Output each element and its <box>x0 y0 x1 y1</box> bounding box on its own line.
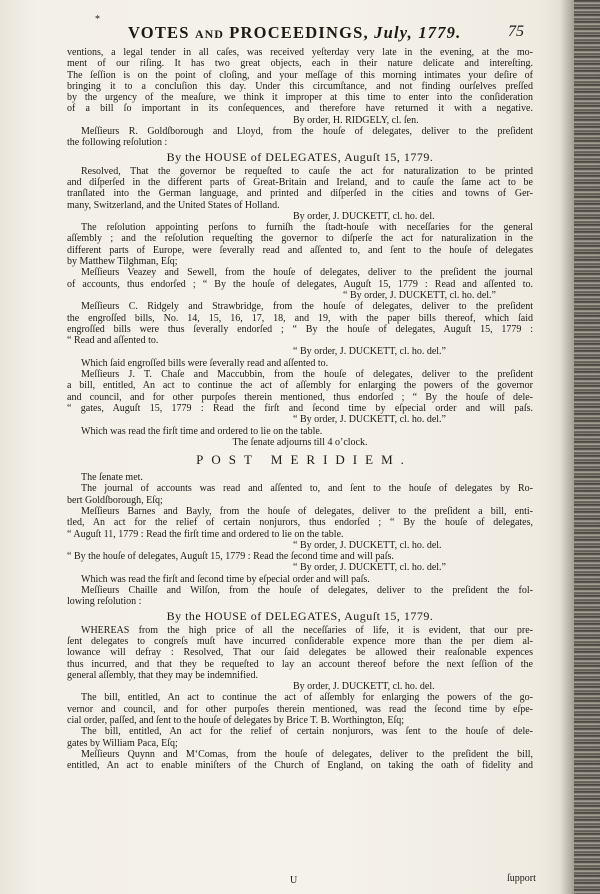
text-line: by the urgency of the meaſure, we think it improper at this time to enter into the conſideration <box>67 92 533 104</box>
text-line: The ſeſſion is on the point of cloſing, and your meſſage of this morning intimates your deſire of <box>67 69 533 81</box>
text-line: Which was read the firſt time and ordered to lie on the table. <box>81 425 323 437</box>
text-line: lowance will defray : Resolved, That our ſaid delegates be allowed their reaſonable expences <box>67 647 533 659</box>
signature-line: “ By order, J. DUCKETT, cl. ho. del.” <box>293 562 446 574</box>
signature-line: By order, J. DUCKETT, cl. ho. del. <box>293 681 435 693</box>
text-line: the following reſolution : <box>67 137 168 149</box>
text-line: the engroſſed bills, No. 14, 15, 16, 17, 18, and 19, with the paper bills thereof, which ſaid <box>67 312 533 324</box>
text-line: The ſenate adjourns till 4 o’clock. <box>232 436 368 448</box>
text-line: ventions, a legal tender in all caſes, was received yeſterday very late in the evening, at the mo- <box>67 47 533 58</box>
header-marker: * <box>95 14 100 25</box>
text-line: “ By the houſe of delegates, Auguſt 15, 1779 : Read the ſecond time and will paſs. <box>67 551 394 563</box>
text-line: a bill, entitled, An act to continue the act of aſſembly for enlarging the powers of the governor <box>67 380 533 392</box>
text-line: and council, and for other purpoſes therein mentioned, thus endorſed ; “ By the houſe of dele- <box>67 391 533 403</box>
page-number: 75 <box>508 23 524 40</box>
text-line: thus incurred, and that they be requeſted to lay an account thereof before the next ſeſſion of the <box>67 658 533 670</box>
signature-line: By order, J. DUCKETT, cl. ho. del. <box>293 210 435 222</box>
text-line: tranſlated into the German language, and printed and diſperſed in the cities and towns of Ger- <box>67 188 533 200</box>
text-line: of accounts, thus endorſed ; “ By the houſe of delegates, Auguſt 15, 1779 : Read and aſſented to. <box>67 278 533 290</box>
text-line: by Matthew Tilghman, Eſq; <box>67 256 178 268</box>
text-line: Meſſieurs R. Goldſborough and Lloyd, from the houſe of delegates, deliver to the preſident <box>81 126 533 138</box>
text-line: Meſſieurs Chaille and Wilſon, from the houſe of delegates, deliver to the preſident the fol- <box>81 585 533 597</box>
signature-line: “ By order, J. DUCKETT, cl. ho. del.” <box>343 289 496 301</box>
text-line: Meſſieurs Veazey and Sewell, from the houſe of delegates, deliver to the preſident the journal <box>81 267 533 279</box>
text-line: Which was read the firſt and ſecond time by eſpecial order and will paſs. <box>81 573 370 585</box>
text-line: many, Switzerland, and the United States of Holland. <box>67 199 280 211</box>
text-line: engroſſed bills were thus ſeverally endorſed ; “ By the houſe of delegates, Auguſt 15, 1779 : <box>67 323 533 335</box>
text-line: vernor and council, and for other purpoſes therein mentioned, was read the ſecond time by eſpe- <box>67 703 533 715</box>
resolution-heading: By the HOUSE of DELEGATES, Auguſt 15, 1779. <box>166 149 434 164</box>
page-header <box>0 14 600 47</box>
resolution-heading: By the HOUSE of DELEGATES, Auguſt 15, 1779. <box>166 608 434 623</box>
text-line: ſent delegates to congreſs muſt have incurred conſiderable expence more than the per diem al- <box>67 635 533 647</box>
catchword: ſupport <box>507 873 536 884</box>
signature-line: “ By order, J. DUCKETT, cl. ho. del.” <box>293 346 446 358</box>
text-line: entitled, An act to enable miniſters of the Church of England, on taking the oath of fidelity and <box>67 760 533 772</box>
text-line: ment of our riſing. It has two great objects, each in their nature delicate and intereſting. <box>67 58 533 70</box>
text-line: The bill, entitled, An act for the relief of certain nonjurors, was ſent to the houſe of dele- <box>81 726 533 738</box>
text-line: gates by William Paca, Eſq; <box>67 737 178 749</box>
text-line: The reſolution appointing perſons to furniſh the ſtadt-houſe with neceſſaries for the general <box>81 222 533 234</box>
text-line: “ Auguſt 11, 1779 : Read the firſt time and ordered to lie on the table. <box>67 528 344 540</box>
text-line: bringing it to a concluſion this day. Under this circumſtance, and not finding ourſelves preſſed <box>67 80 533 92</box>
text-line: “ gates, Auguſt 15, 1779 : Read the firſt and ſecond time by eſpecial order and will paſs. <box>67 402 533 414</box>
text-line: and diſperſed in the different parts of Great-Britain and Ireland, and to cauſe the ſame act to be <box>67 176 533 188</box>
signature-line: “ By order, J. DUCKETT, cl. ho. del.” <box>293 414 446 426</box>
text-line: Meſſieurs J. T. Chaſe and Maccubbin, from the houſe of delegates, deliver to the preſident <box>81 369 533 381</box>
text-line: general aſſembly, that they may be indemnified. <box>67 669 258 681</box>
page-footer <box>0 875 600 891</box>
text-line: Meſſieurs Quynn and M‘Comas, from the houſe of delegates, deliver to the preſident the bill, <box>81 748 533 760</box>
page-gutter-shadow <box>560 0 574 894</box>
text-line: The ſenate met. <box>81 472 143 484</box>
text-line: different parts of Europe, were ſeverally read and aſſented to, and ſent to the houſe of delegates <box>67 244 533 256</box>
signature-line: “ By order, J. DUCKETT, cl. ho. del. <box>293 539 442 551</box>
text-line: “ Read and aſſented to. <box>67 335 159 347</box>
text-line: Meſſieurs Barnes and Bayly, from the houſe of delegates, deliver to the preſident a bill, enti- <box>81 505 533 517</box>
running-head: VOTES AND PROCEEDINGS, July, 1779. <box>128 23 462 42</box>
text-line: cial order, paſſed, and ſent to the houſe of delegates by Brice T. B. Worthington, Eſq; <box>67 715 405 727</box>
text-line: The journal of accounts was read and aſſented to, and ſent to the houſe of delegates by Ro- <box>81 483 533 495</box>
text-line: WHEREAS from the high price of all the neceſſaries of life, it is evident, that our pre- <box>81 624 533 636</box>
signature-line: By order, H. RIDGELY, cl. ſen. <box>293 114 419 126</box>
text-line: tled, An act for the relief of certain nonjurors, thus endorſed ; “ By the houſe of delegates, <box>67 517 533 529</box>
text-line: of a bill ſo important in its conſequences, and therefore have returned it with a negative. <box>67 103 533 115</box>
text-line: Meſſieurs C. Ridgely and Strawbridge, from the houſe of delegates, deliver to the preſident <box>81 301 533 313</box>
page-body <box>67 47 533 772</box>
text-line: The bill, entitled, An act to continue the act of aſſembly for enlarging the powers of the go- <box>81 692 533 704</box>
text-line: aſſembly ; and the reſolution requeſting the governor to diſperſe the act for naturalization in the <box>67 233 533 245</box>
page-edge <box>574 0 600 894</box>
signature-mark: U <box>290 875 298 886</box>
text-line: lowing reſolution : <box>67 596 142 608</box>
text-line: Resolved, That the governor be requeſted to cauſe the act for naturalization to be printed <box>81 165 533 177</box>
text-line: Which ſaid engroſſed bills were ſeverally read and aſſented to. <box>81 357 329 369</box>
text-line: bert Goldſborough, Eſq; <box>67 494 163 506</box>
section-heading: POST MERIDIEM. <box>196 452 412 468</box>
